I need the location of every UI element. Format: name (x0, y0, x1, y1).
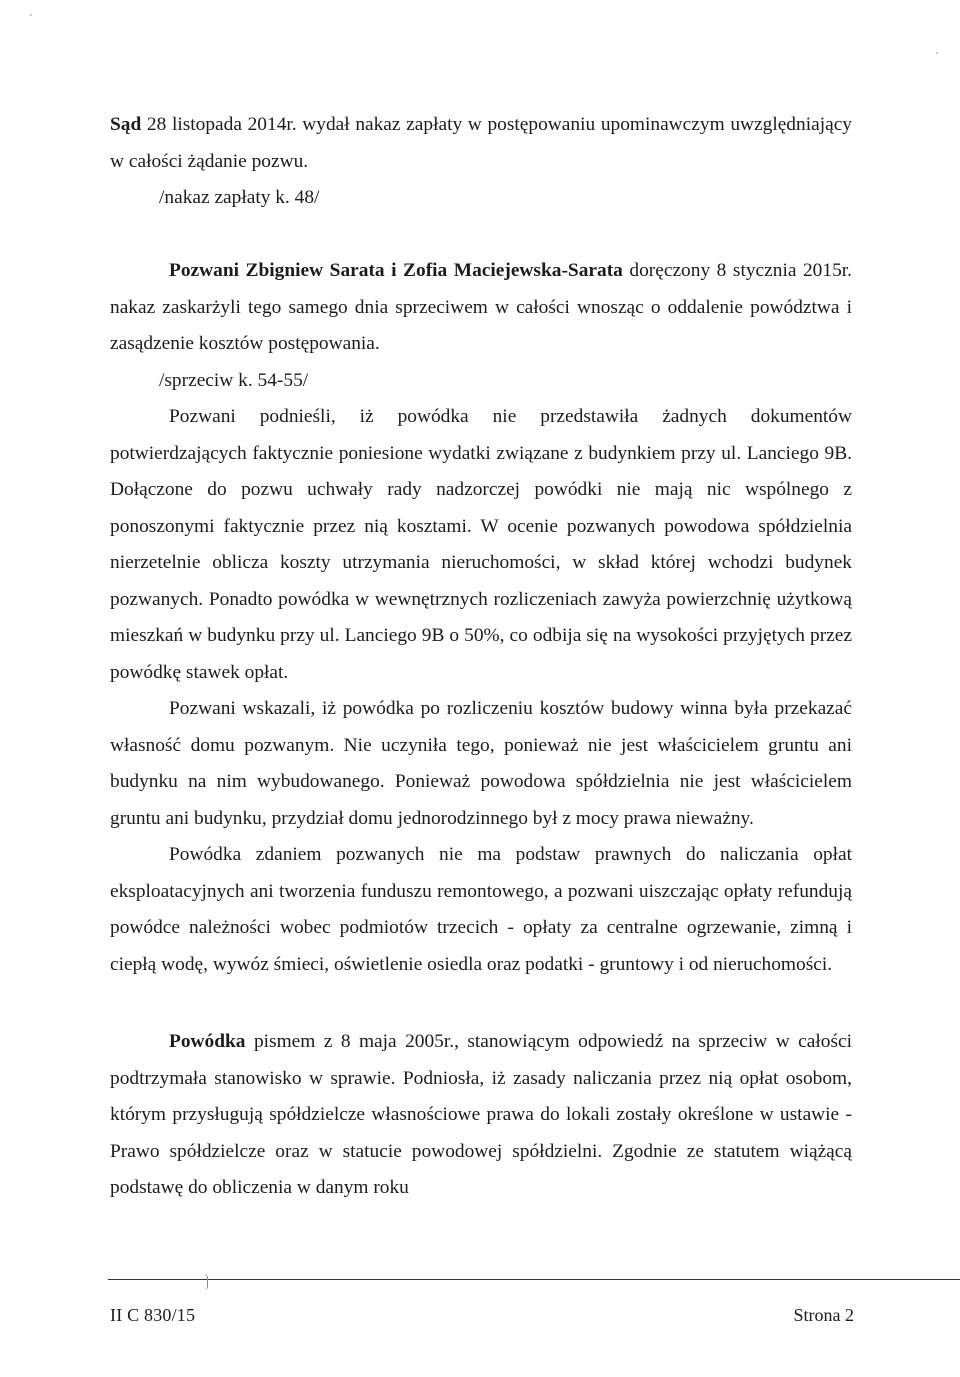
paragraph-defendants-objection-bold: Pozwani Zbigniew Sarata i Zofia Maciejewska-Sarata (169, 260, 623, 281)
paragraph-fees-text: Powódka zdaniem pozwanych nie ma podstaw prawnych do naliczania opłat eksploatacyjnych ani tworzenia funduszu remontowego, a pozwani uiszczając opłaty refundują powódce należności wobec podmiotów trzecich - opłaty za centralne ogrzewanie, zimną i ciepłą wodę, wywóz śmieci, oświetlenie osiedla oraz podatki - gruntowy i od nieruchomości. (110, 844, 852, 975)
paragraph-plaintiff-reply (110, 1024, 852, 1207)
paragraph-ownership-text: Pozwani wskazali, iż powódka po rozliczeniu kosztów budowy winna była przekazać własność domu pozwanym. Nie uczyniła tego, ponieważ nie jest właścicielem gruntu ani budynku na nim wybudowanego. Ponieważ powodowa spółdzielnia nie jest właścicielem gruntu ani budynku, przydział domu jednorodzinnego był z mocy prawa nieważny. (110, 698, 852, 829)
paragraph-defendants-arguments (110, 399, 852, 691)
case-number: II C 830/15 (110, 1305, 196, 1325)
paragraph-defendants-objection (110, 253, 852, 363)
paragraph-ownership (110, 691, 852, 837)
scan-speck (936, 52, 938, 54)
document-body (110, 107, 852, 1207)
paragraph-court-order-bold: Sąd (110, 114, 142, 135)
paragraph-defendants-objection-text: doręczony 8 stycznia 2015r. nakaz zaskarżyli tego samego dnia sprzeciwem w całości wnosząc o oddalenie powództwa i zasądzenie kosztów postępowania. (110, 260, 852, 354)
paragraph-defendants-arguments-text: Pozwani podnieśli, iż powódka nie przedstawiła żadnych dokumentów potwierdzających faktycznie poniesione wydatki związane z budynkiem przy ul. Lanciego 9B. Dołączone do pozwu uchwały rady nadzorczej powódki nie mają nic wspólnego z ponoszonymi faktycznie przez nią kosztami. W ocenie pozwanych powodowa spółdzielnia nierzetelnie oblicza koszty utrzymania nieruchomości, w skład której wchodzi budynek pozwanych. Ponadto powódka w wewnętrznych rozliczeniach zawyża powierzchnię użytkową mieszkań w budynku przy ul. Lanciego 9B o 50%, co odbija się na wysokości przyjętych przez powódkę stawek opłat. (110, 406, 852, 683)
paragraph-plaintiff-reply-bold: Powódka (169, 1031, 246, 1052)
reference-order: /nakaz zapłaty k. 48/ (159, 187, 320, 208)
paragraph-court-order-text: 28 listopada 2014r. wydał nakaz zapłaty w postępowaniu upominawczym uwzględniający w całości żądanie pozwu. (110, 114, 852, 172)
scan-speck (30, 14, 32, 16)
paragraph-plaintiff-reply-text: pismem z 8 maja 2005r., stanowiącym odpowiedź na sprzeciw w całości podtrzymała stanowisko w sprawie. Podniosła, iż zasady naliczania przez nią opłat osobom, którym przysługują spółdzielcze własnościowe prawa do lokali zostały określone w ustawie - Prawo spółdzielcze oraz w statucie powodowej spółdzielni. Zgodnie ze statutem wiążącą podstawę do obliczenia w danym roku (110, 1031, 852, 1198)
footer-rule (108, 1279, 960, 1280)
paragraph-court-order (110, 107, 852, 180)
paragraph-fees (110, 837, 852, 983)
reference-objection: /sprzeciw k. 54-55/ (159, 369, 309, 391)
page-number: Strona 2 (793, 1305, 854, 1325)
footer-rule-mark (204, 1274, 208, 1290)
